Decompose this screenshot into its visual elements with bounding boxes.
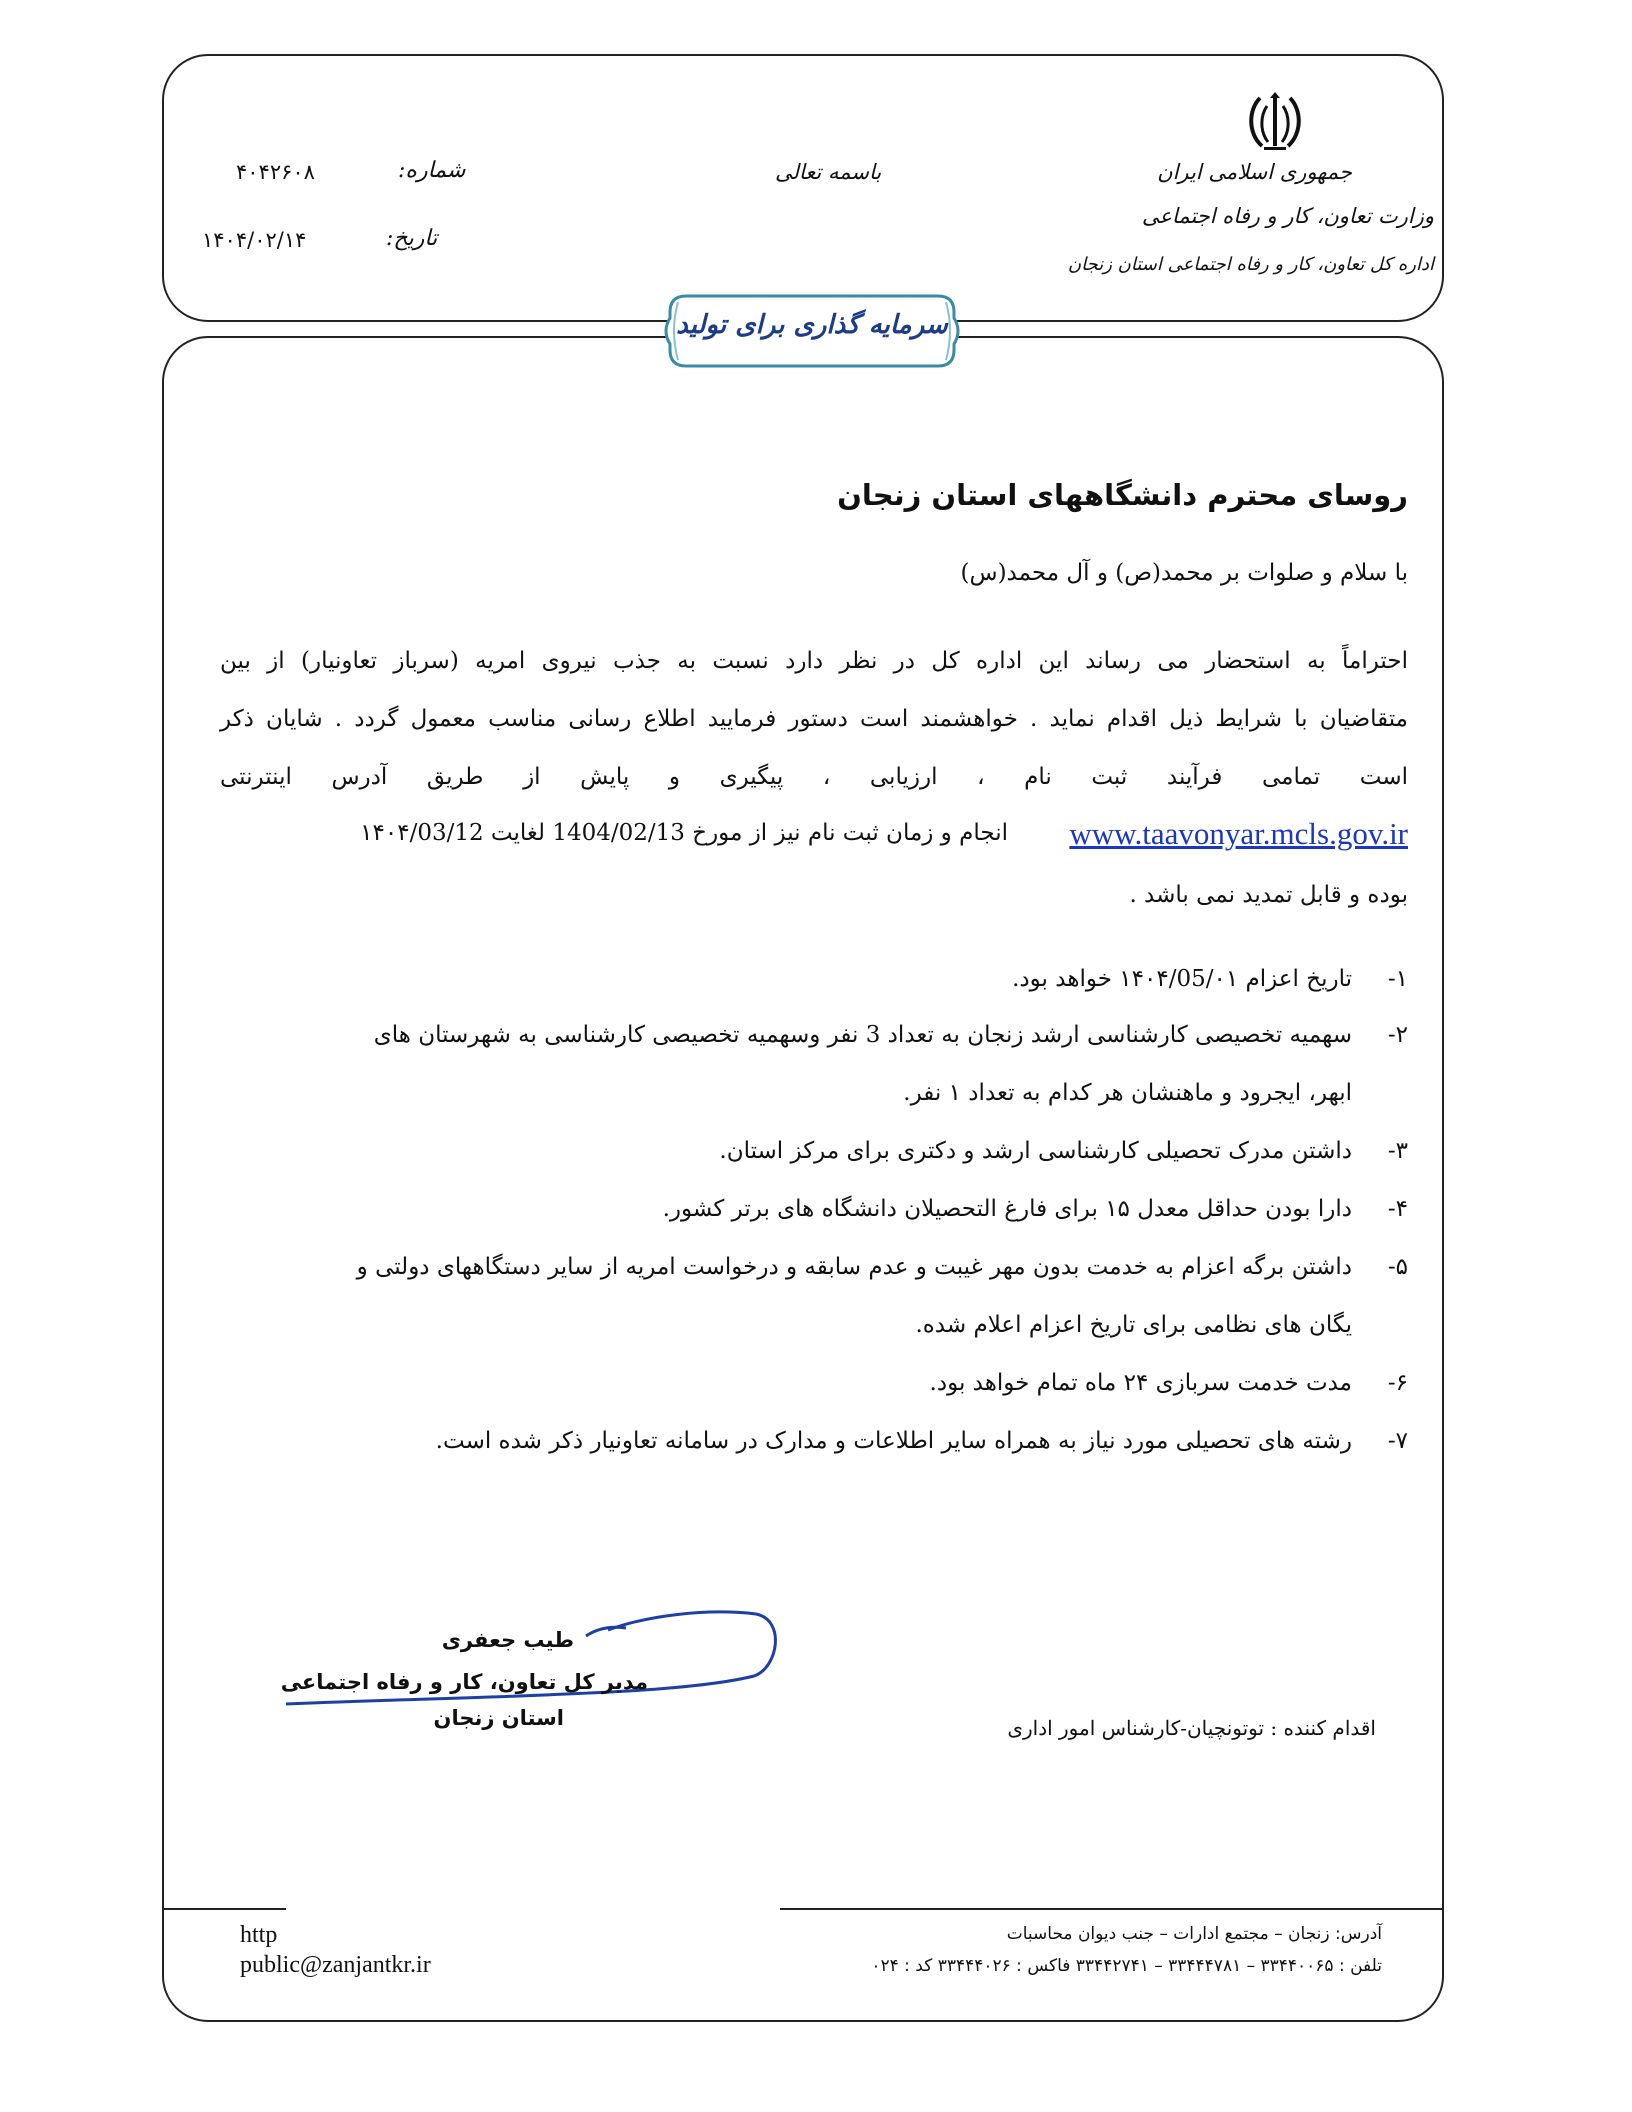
office-title: اداره کل تعاون، کار و رفاه اجتماعی استان زنجان (1067, 254, 1434, 275)
letter-date: ۱۴۰۴/۰۲/۱۴ (202, 228, 307, 252)
greeting: با سلام و صلوات بر محمد(ص) و آل محمد(س) (960, 560, 1408, 586)
handled-by: اقدام کننده : توتونچیان-کارشناس امور اداری (1007, 1716, 1376, 1740)
body-frame (162, 336, 1444, 2022)
list-item: ۲-سهمیه تخصیصی کارشناسی ارشد زنجان به تعداد 3 نفر وسهمیه تخصیصی کارشناسی به شهرستان های (373, 1022, 1408, 1048)
list-item: ۱-تاریخ اعزام ۱۴۰۴/05/۰۱ خواهد بود. (1012, 966, 1408, 992)
list-item: ۷-رشته های تحصیلی مورد نیاز به همراه سایر اطلاعات و مدارک در سامانه تعاونیار ذکر شده است. (435, 1428, 1408, 1454)
footer-website[interactable]: http (240, 1922, 278, 1948)
slogan-text: سرمایه گذاری برای تولید (676, 310, 948, 340)
date-label: تاریخ: (386, 226, 438, 251)
ministry-title: وزارت تعاون، کار و رفاه اجتماعی (1141, 204, 1434, 228)
number-label: شماره: (398, 158, 466, 183)
recipient-heading: روسای محترم دانشگاههای استان زنجان (837, 478, 1408, 512)
list-item-continuation: یگان های نظامی برای تاریخ اعزام اعلام شده. (915, 1312, 1352, 1338)
url-line (220, 816, 1408, 856)
footer-address: آدرس: زنجان – مجتمع ادارات – جنب دیوان محاسبات (1006, 1924, 1382, 1944)
redaction-box (286, 1872, 780, 1962)
paragraph-line: احتراماً به استحضار می رساند این اداره کل در نظر دارد نسبت به جذب نیروی امریه (سرباز تعاونیار) از بین (220, 648, 1408, 674)
footer-email[interactable]: public@zanjantkr.ir (240, 1952, 431, 1978)
list-item-continuation: ابهر، ایجرود و ماهنشان هر کدام به تعداد ۱ نفر. (903, 1080, 1352, 1106)
letter-number: ۴۰۴۲۶۰۸ (236, 160, 315, 184)
signatory-title: مدیر کل تعاون، کار و رفاه اجتماعی (280, 1670, 648, 1694)
paragraph-line: است تمامی فرآیند ثبت نام ، ارزیابی ، پیگیری و پایش از طریق آدرس اینترنتی (220, 764, 1408, 790)
list-item: ۵-داشتن برگه اعزام به خدمت بدون مهر غیبت و عدم سابقه و درخواست امریه از سایر دستگاههای دولتی و (356, 1254, 1408, 1280)
registration-dates: انجام و زمان ثبت نام نیز از مورخ 1404/02/13 لغایت ۱۴۰۴/03/12 (360, 820, 1008, 846)
paragraph-end: بوده و قابل تمدید نمی باشد . (1129, 882, 1408, 908)
website-link[interactable]: www.taavonyar.mcls.gov.ir (1069, 816, 1408, 851)
bismillah: باسمه تعالی (775, 160, 882, 184)
list-item: ۴-دارا بودن حداقل معدل ۱۵ برای فارغ التحصیلان دانشگاه های برتر کشور. (662, 1196, 1408, 1222)
signatory-name: طیب جعفری (441, 1628, 574, 1652)
republic-title: جمهوری اسلامی ایران (1157, 160, 1352, 184)
list-item: ۶-مدت خدمت سربازی ۲۴ ماه تمام خواهد بود. (929, 1370, 1408, 1396)
iran-emblem-icon (1246, 92, 1304, 154)
paragraph-line: متقاضیان با شرایط ذیل اقدام نماید . خواهشمند است دستور فرمایید اطلاع رسانی مناسب معمول گردد . شایان ذکر (220, 706, 1408, 732)
footer-phones: تلفن : ۳۳۴۴۰۰۶۵ – ۳۳۴۴۴۷۸۱ – ۳۳۴۴۲۷۴۱ فاکس : ۳۳۴۴۴۰۲۶ کد : ۰۲۴ (871, 1956, 1382, 1976)
list-item: ۳-داشتن مدرک تحصیلی کارشناسی ارشد و دکتری برای مرکز استان. (719, 1138, 1408, 1164)
signatory-province: استان زنجان (433, 1706, 564, 1730)
